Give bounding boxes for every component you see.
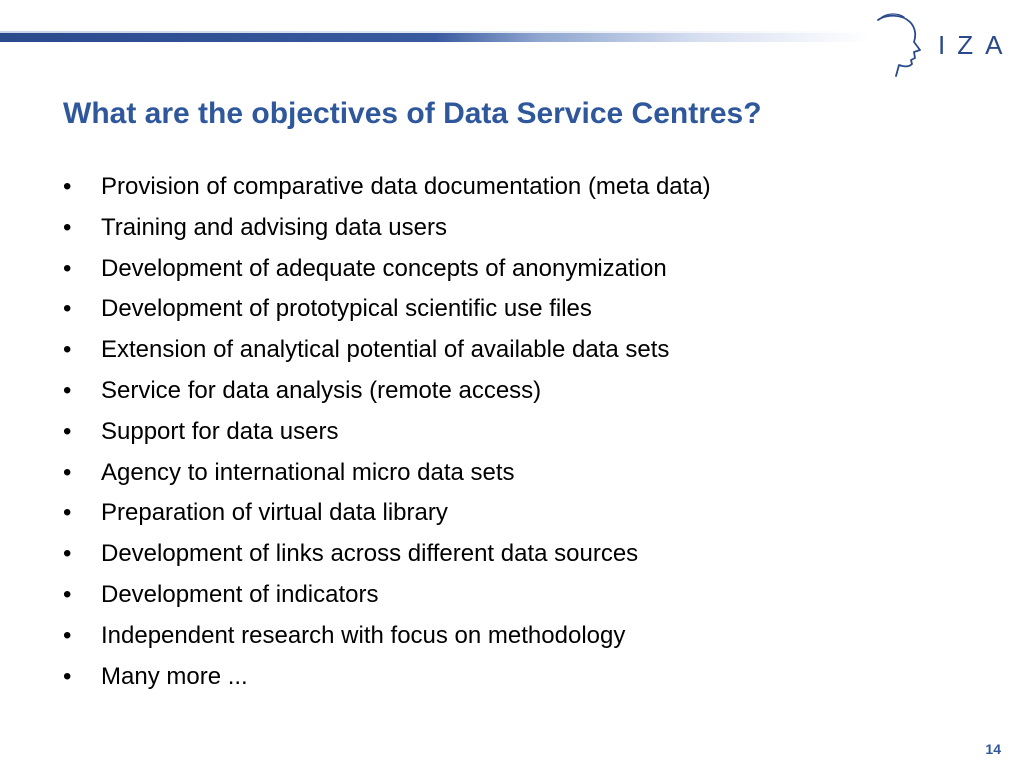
bullet-icon: • (63, 336, 72, 364)
bullet-text: Service for data analysis (remote access) (101, 376, 542, 404)
bullet-icon: • (63, 254, 72, 282)
bullet-text: Many more ... (101, 662, 248, 690)
bullet-text: Development of adequate concepts of anonymization (101, 254, 667, 282)
bullet-text: Extension of analytical potential of available data sets (101, 336, 670, 364)
bullet-text: Development of prototypical scientific use files (101, 295, 592, 323)
bullet-icon: • (63, 580, 72, 608)
bullet-icon: • (63, 376, 72, 404)
bullet-icon: • (63, 621, 72, 649)
iza-logo-text: IZA (938, 30, 1015, 60)
bullet-text: Provision of comparative data documentation (meta data) (101, 173, 711, 200)
bullet-text: Agency to international micro data sets (101, 458, 515, 486)
bullet-icon: • (63, 499, 72, 527)
bullet-icon: • (63, 662, 72, 690)
page-number: 14 (985, 741, 1001, 757)
bullet-text: Development of links across different data sources (101, 540, 639, 568)
slide-title: What are the objectives of Data Service Centres? (63, 97, 762, 130)
iza-logo (872, 12, 1015, 78)
bullet-icon: • (63, 458, 72, 486)
bullet-text: Support for data users (101, 417, 339, 445)
bullet-text: Development of indicators (101, 580, 379, 608)
iza-head-profile-icon (872, 12, 932, 78)
bullet-text: Training and advising data users (101, 213, 447, 241)
bullet-icon: • (63, 295, 72, 323)
bullet-text: Preparation of virtual data library (101, 499, 448, 527)
bullet-icon: • (63, 173, 72, 200)
bullet-text: Independent research with focus on methodology (101, 621, 626, 649)
bullet-icon: • (63, 540, 72, 568)
bullet-icon: • (63, 417, 72, 445)
header-bar (0, 33, 870, 42)
bullet-icon: • (63, 213, 72, 241)
